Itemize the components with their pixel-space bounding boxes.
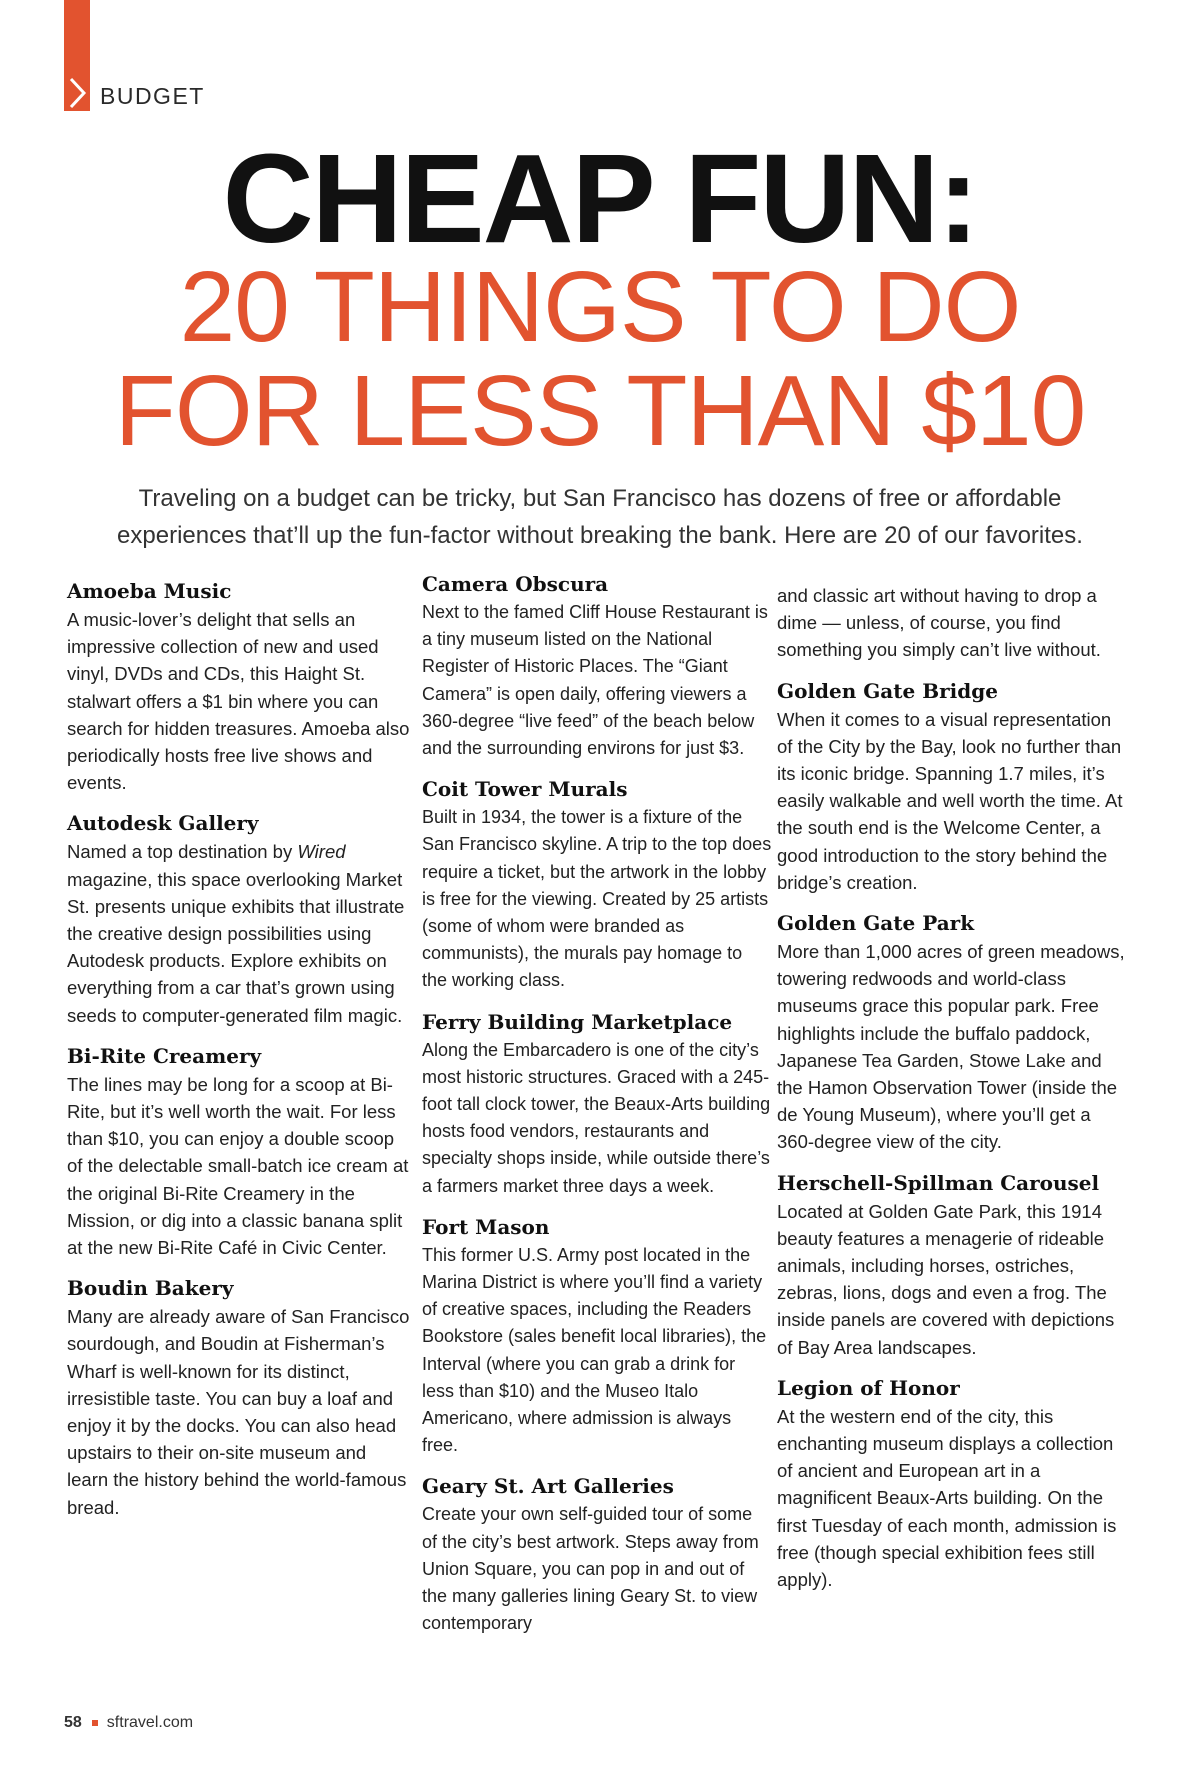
entry-herschell-spillman-carousel (777, 1168, 1127, 1361)
column-3 (777, 582, 1127, 1605)
entry-text: More than 1,000 acres of green meadows, towering redwoods and world-class museums grace this popular park. Free highlights include the buffalo paddock, Japanese Tea Garden, Stowe Lake and the Hamon Observation Tower (inside the de Young Museum), where you’ll get a 360-degree view of the city. (777, 941, 1125, 1153)
entry-text: Create your own self-guided tour of some of the city’s best artwork. Steps away from Union Square, you can pop in and out of the many galleries lining Geary St. to view contemporary (422, 1504, 759, 1634)
subhead-line-2: FOR LESS THAN $10 (114, 355, 1086, 467)
entry-title: Geary St. Art Galleries (422, 1474, 674, 1499)
entry-title: Boudin Bakery (67, 1276, 234, 1301)
publication-name: Wired (297, 841, 346, 863)
entry-title: Herschell-Spillman Carousel (777, 1170, 1100, 1195)
entry-text: Many are already aware of San Francisco sourdough, and Boudin at Fisherman’s Wharf is well-known for its distinct, irresistible taste. You can buy a loaf and enjoy it by the docks. You can also head upstairs to their on-site museum and learn the history behind the world-famous bread. (67, 1306, 410, 1518)
entry-golden-gate-park (777, 908, 1127, 1156)
entry-text: Along the Embarcadero is one of the city’s most historic structures. Graced with a 245-foot tall clock tower, the Beaux-Arts building hosts food vendors, restaurants and specialty shops inside, while outside there’s a farmers market three days a week. (422, 1039, 771, 1196)
entry-continuation (777, 582, 1127, 664)
headline: CHEAP FUN: (222, 128, 978, 269)
entry-boudin-bakery (67, 1273, 412, 1521)
entry-text: The lines may be long for a scoop at Bi-Rite, but it’s well worth the wait. For less than $10, you can enjoy a double scoop of the delectable small-batch ice cream at the original Bi-Rite Creamery in the Mission, or dig into a classic banana split at the new Bi-Rite Café in Civic Center. (67, 1073, 409, 1259)
intro-paragraph (60, 480, 1140, 554)
entry-coit-tower-murals (422, 774, 772, 994)
entry-golden-gate-bridge (777, 676, 1127, 896)
entry-ferry-building-marketplace (422, 1007, 772, 1200)
entry-camera-obscura (422, 569, 772, 762)
entry-autodesk-gallery (67, 808, 412, 1028)
entry-fort-mason (422, 1212, 772, 1460)
entry-title: Coit Tower Murals (422, 777, 628, 802)
entry-text: Next to the famed Cliff House Restaurant is a tiny museum listed on the National Register of Historic Places. The “Giant Camera” is open daily, offering viewers a 360-degree “live feed” of the beach below and the surrounding environs for just $3. (422, 602, 768, 759)
entry-text-part: Named a top destination by (67, 841, 298, 863)
entry-text-part: magazine, this space overlooking Market St. presents unique exhibits that illustrate the creative design possibilities using Autodesk products. Explore exhibits on everything from a car that’s grown using seeds to computer-generated film magic. (67, 868, 405, 1026)
column-1 (67, 576, 412, 1533)
page-number: 58 (64, 1714, 82, 1731)
intro-line-2: experiences that’ll up the fun-factor without breaking the bank. Here are 20 of our favorites. (117, 522, 1083, 549)
entry-bi-rite-creamery (67, 1041, 412, 1261)
entry-title: Fort Mason (422, 1214, 550, 1239)
entry-title: Amoeba Music (67, 579, 232, 603)
entry-text: A music-lover’s delight that sells an impressive collection of new and used vinyl, DVDs and CDs, this Haight St. stalwart offers a $1 bin where you can search for hidden treasures. Amoeba also periodically hosts free live shows and events. (67, 609, 410, 794)
entry-text: Built in 1934, the tower is a fixture of the San Francisco skyline. A trip to the top does require a ticket, but the artwork in the lobby is free for the viewing. Created by 25 artists (some of whom were branded as communists), the murals pay homage to the working class. (422, 807, 772, 991)
subhead-line-1: 20 THINGS TO DO (179, 251, 1021, 363)
column-2 (422, 569, 772, 1650)
entry-text: When it comes to a visual representation of the City by the Bay, look no further than its iconic bridge. Spanning 1.7 miles, it’s easily walkable and well worth the time. At the south end is the Welcome Center, a good introduction to the story behind the bridge’s creation. (777, 708, 1123, 893)
entry-title: Bi-Rite Creamery (67, 1043, 262, 1068)
subhead (0, 251, 1200, 467)
chevron-right-icon (67, 76, 89, 110)
entry-title: Autodesk Gallery (67, 811, 259, 836)
entry-title: Camera Obscura (422, 572, 609, 596)
entry-text: This former U.S. Army post located in the Marina District is where you’ll find a variety of creative spaces, including the Readers Bookstore (sales benefit local libraries), the Interval (where you can grab a drink for less than $10) and the Museo Italo Americano, where admission is always free. (422, 1244, 767, 1456)
entry-title: Golden Gate Park (777, 911, 975, 936)
entry-geary-st-art-galleries (422, 1471, 772, 1637)
footer-separator (92, 1720, 98, 1726)
entry-title: Legion of Honor (777, 1375, 960, 1400)
entry-amoeba-music (67, 576, 412, 796)
entry-text: At the western end of the city, this enchanting museum displays a collection of ancient and European art in a magnificent Beaux-Arts building. On the first Tuesday of each month, admission is free (though special exhibition fees still apply). (777, 1405, 1117, 1591)
entry-text: Located at Golden Gate Park, this 1914 beauty features a menagerie of rideable animals, including horses, ostriches, zebras, lions, dogs and even a frog. The inside panels are covered with depictions of Bay Area landscapes. (777, 1200, 1115, 1358)
section-label: BUDGET (100, 83, 205, 109)
entry-text: and classic art without having to drop a dime — unless, of course, you find something you simply can’t live without. (777, 585, 1101, 661)
entry-title: Golden Gate Bridge (777, 678, 998, 703)
entry-title: Ferry Building Marketplace (422, 1009, 733, 1034)
site-url: sftravel.com (106, 1714, 194, 1731)
entry-legion-of-honor (777, 1373, 1127, 1593)
intro-line-1: Traveling on a budget can be tricky, but San Francisco has dozens of free or affordable (138, 485, 1062, 512)
page-footer (64, 1714, 193, 1732)
entry-text (67, 838, 412, 1028)
